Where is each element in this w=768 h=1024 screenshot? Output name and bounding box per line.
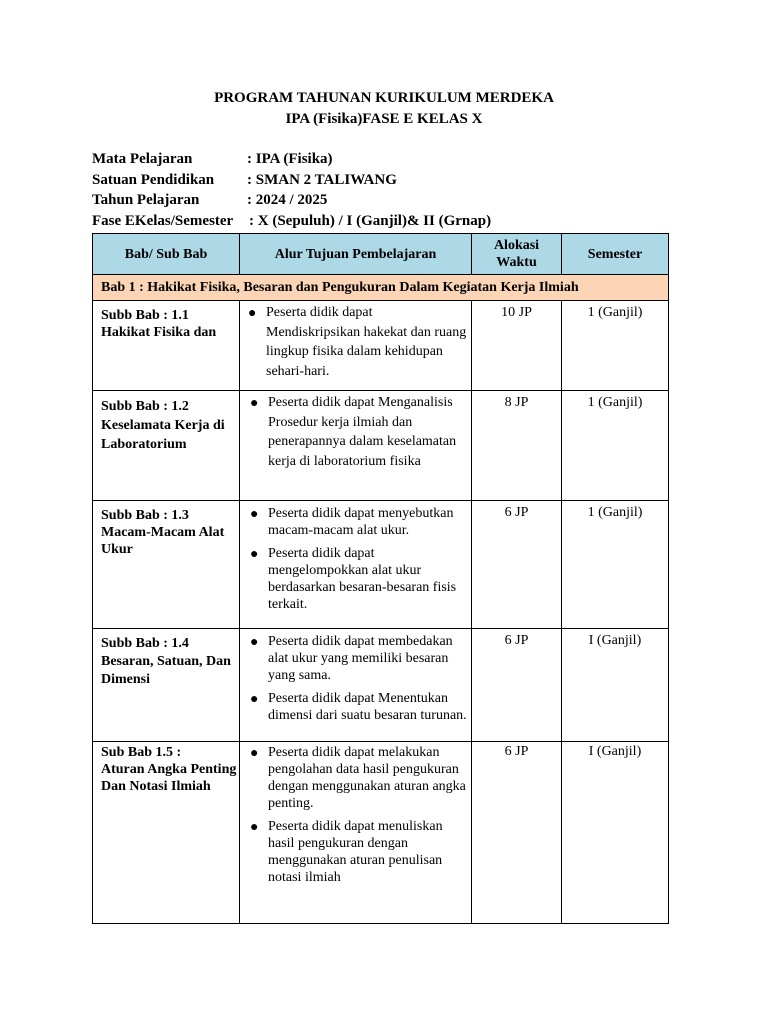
meta-label: Fase EKelas/Semester [92, 212, 234, 229]
semester-cell: I (Ganjil) [562, 629, 669, 742]
bab-title: Bab 1 : Hakikat Fisika, Besaran dan Pengukuran Dalam Kegiatan Kerja Ilmiah [93, 275, 669, 301]
atp-item [248, 505, 467, 539]
atp-cell [240, 501, 472, 629]
bullet-icon: ● [250, 820, 259, 835]
atp-text: Peserta didik dapat Mendiskripsikan hakekat dan ruang lingkup fisika dalam kehidupan sehari-hari. [266, 305, 467, 379]
sub-bab-cell [93, 501, 240, 629]
meta-label: Satuan Pendidikan [92, 171, 215, 188]
table-row [93, 501, 669, 629]
atp-text: Peserta didik dapat Menentukan dimensi dari suatu besaran turunan. [268, 691, 467, 723]
table-row [93, 301, 669, 391]
atp-text: Peserta didik dapat Menganalisis Prosedur kerja ilmiah dan penerapannya dalam keselamatan kerja di laboratorium fisika [268, 395, 457, 469]
atp-item [248, 545, 467, 613]
table-header-row [93, 234, 669, 275]
semester-cell: 1 (Ganjil) [562, 391, 669, 501]
meta-value: : IPA (Fisika) [247, 151, 333, 167]
meta-value: : 2024 / 2025 [247, 192, 328, 208]
semester-cell: 1 (Ganjil) [562, 501, 669, 629]
table-row [93, 629, 669, 742]
atp-item [248, 393, 467, 471]
atp-cell [240, 629, 472, 742]
sub-bab-number: Subb Bab : 1.2 [101, 399, 189, 414]
sub-bab-cell [93, 391, 240, 501]
atp-cell [240, 391, 472, 501]
semester-cell: 1 (Ganjil) [562, 301, 669, 391]
atp-item [248, 633, 467, 684]
header-waktu-text: Alokasi Waktu [493, 238, 540, 270]
header-waktu [472, 234, 562, 275]
program-table [92, 233, 669, 924]
sub-bab-number: Subb Bab : 1.1 [101, 308, 189, 323]
waktu-cell: 6 JP [472, 742, 562, 924]
atp-text: Peserta didik dapat membedakan alat ukur yang memiliki besaran yang sama. [268, 634, 453, 683]
sub-bab-cell [93, 742, 240, 924]
table-row [93, 391, 669, 501]
bab-row [93, 275, 669, 301]
bullet-icon: ● [250, 746, 259, 761]
waktu-cell: 6 JP [472, 501, 562, 629]
bullet-icon: ● [250, 692, 259, 707]
bullet-icon: ● [250, 396, 259, 411]
meta-label: Tahun Pelajaran [92, 192, 200, 208]
meta-label: Mata Pelajaran [92, 151, 193, 167]
sub-bab-title: Besaran, Satuan, Dan Dimensi [101, 654, 231, 687]
atp-cell [240, 742, 472, 924]
waktu-cell: 10 JP [472, 301, 562, 391]
sub-bab-number: Sub Bab 1.5 : [101, 745, 182, 760]
document-subtitle: IPA (Fisika)FASE E KELAS X [285, 111, 483, 127]
table-row [93, 742, 669, 924]
header-semester: Semester [562, 234, 669, 275]
sub-bab-title: Hakikat Fisika dan [101, 325, 217, 340]
meta-value: : X (Sepuluh) / I (Ganjil)& II (Grnap) [249, 212, 492, 229]
bullet-icon: ● [248, 306, 257, 321]
sub-bab-number: Subb Bab : 1.4 [101, 636, 189, 651]
sub-bab-cell [93, 301, 240, 391]
bullet-icon: ● [250, 507, 259, 522]
bullet-icon: ● [250, 635, 259, 650]
sub-bab-title: Macam-Macam Alat Ukur [101, 525, 225, 557]
sub-bab-title: Keselamata Kerja di Laboratorium [101, 418, 225, 452]
waktu-cell: 6 JP [472, 629, 562, 742]
waktu-cell: 8 JP [472, 391, 562, 501]
atp-item [246, 303, 467, 381]
sub-bab-number: Subb Bab : 1.3 [101, 508, 189, 523]
sub-bab-cell [93, 629, 240, 742]
bullet-icon: ● [250, 547, 259, 562]
atp-item [248, 818, 467, 886]
sub-bab-title: Aturan Angka Penting Dan Notasi Ilmiah [101, 762, 237, 794]
atp-text: Peserta didik dapat menyebutkan macam-macam alat ukur. [268, 506, 454, 538]
atp-text: Peserta didik dapat melakukan pengolahan data hasil pengukuran dengan menggunakan aturan angka penting. [268, 745, 466, 811]
semester-cell: I (Ganjil) [562, 742, 669, 924]
meta-value: : SMAN 2 TALIWANG [247, 171, 397, 188]
atp-cell [240, 301, 472, 391]
header-atp: Alur Tujuan Pembelajaran [240, 234, 472, 275]
atp-text: Peserta didik dapat mengelompokkan alat ukur berdasarkan besaran-besaran fisis terkait. [268, 546, 457, 612]
header-bab: Bab/ Sub Bab [93, 234, 240, 275]
atp-text: Peserta didik dapat menuliskan hasil pengukuran dengan menggunakan aturan penulisan notasi ilmiah [268, 819, 443, 885]
document-title: PROGRAM TAHUNAN KURIKULUM MERDEKA [214, 90, 554, 106]
atp-item [248, 690, 467, 724]
atp-item [248, 744, 467, 812]
